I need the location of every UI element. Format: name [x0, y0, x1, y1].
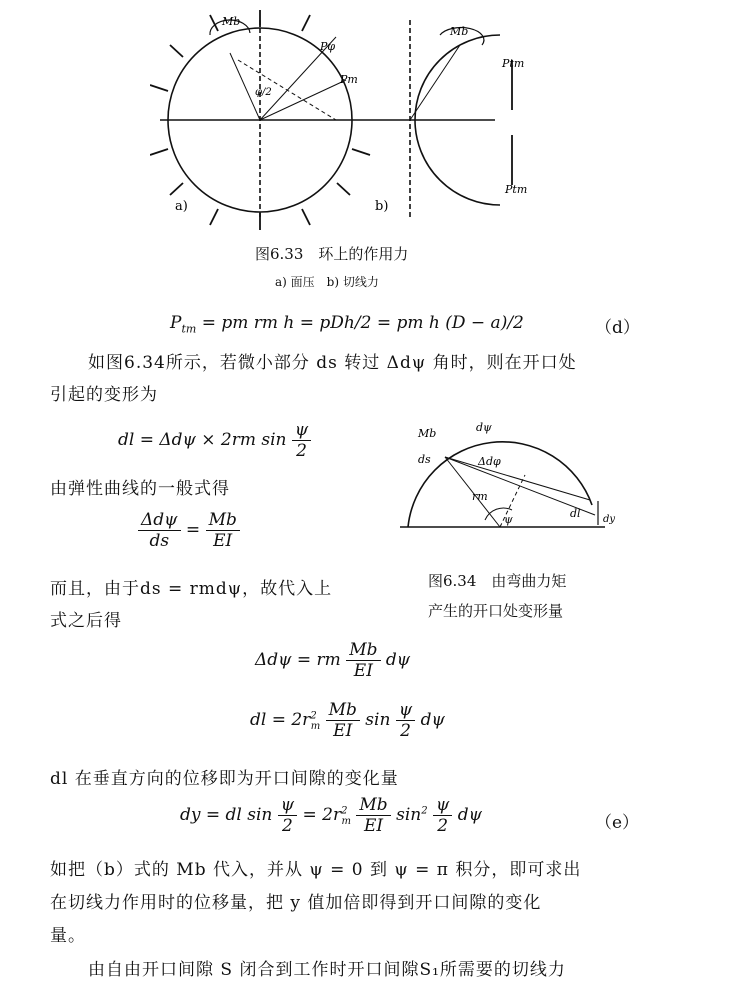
ring-b — [350, 20, 512, 220]
mb-a: Mb — [222, 15, 241, 28]
equation-ratio: $\frac{\text{Δdψ}}{ds}$ = $\frac{Mb}{EI}$ — [138, 510, 240, 551]
equation-dl-2: dl = $2r^2_m$ $\frac{Mb}{EI}$ sin $\frac{\psi}{2}$ dψ — [250, 700, 445, 741]
paragraph-3-line-1: 由自由开口间隙 S 闭合到工作时开口间隙S₁所需要的切线力 — [88, 960, 566, 980]
phi-half: φ/2 — [255, 87, 272, 98]
text-dl-vertical: dl 在垂直方向的位移即为开口间隙的变化量 — [50, 769, 399, 789]
figure-6-33-subcaption: a) 面压 b) 切线力 — [275, 275, 379, 289]
p-m: Pm — [340, 73, 358, 86]
p-tm-bottom: Ptm — [505, 183, 528, 196]
text-and-line-1: 而且，由于ds = rmdψ，故代入上 — [50, 579, 333, 599]
paragraph-2-line-2: 在切线力作用时的位移量，把 y 值加倍即得到开口间隙的变化 — [50, 893, 542, 913]
fig634-dl: dl — [570, 507, 581, 520]
figure-6-34 — [400, 415, 625, 540]
equation-e-number: （e） — [595, 813, 640, 833]
equation-d-number: （d） — [595, 318, 640, 338]
figure-6-34-caption-2: 产生的开口处变形量 — [428, 602, 564, 620]
equation-e: dy = dl sin $\frac{\psi}{2}$ = $2r^2_m$ $\frac{Mb}{EI}$ $\sin^2$ $\frac{\psi}{2}$ dψ — [180, 795, 482, 836]
fig634-ds: ds — [418, 453, 431, 466]
p-phi: Pφ — [320, 40, 336, 53]
text-general-formula: 由弹性曲线的一般式得 — [50, 479, 230, 499]
p-tm-top: Ptm — [502, 57, 525, 70]
label-b: b) — [375, 199, 389, 214]
equation-dl-1: dl = Δdψ × 2rm sin $\frac{\psi}{2}$ — [118, 420, 311, 461]
fig634-mb: Mb — [418, 427, 437, 440]
figure-6-33 — [150, 5, 570, 230]
fig634-dy: dy — [603, 514, 616, 525]
fig634-d-delta-phi: Δdφ — [478, 455, 501, 468]
equation-delta: Δdψ = rm $\frac{Mb}{EI}$ dψ — [255, 640, 411, 681]
equation-d: $P_{tm}$ = pm rm h = pDh/2 = pm h (D − a)/2 — [170, 313, 524, 336]
fig634-dpsi: dψ — [476, 421, 492, 434]
paragraph-1-line-2: 引起的变形为 — [50, 385, 158, 405]
mb-b: Mb — [450, 25, 469, 38]
fig634-rm: rm — [472, 490, 488, 503]
fig634-psi: ψ — [504, 513, 513, 526]
label-a: a) — [175, 199, 188, 214]
paragraph-2-line-3: 量。 — [50, 926, 86, 946]
figure-6-33-caption: 图6.33 环上的作用力 — [255, 245, 409, 263]
paragraph-2-line-1: 如把（b）式的 Mb 代入，并从 ψ = 0 到 ψ = π 积分，即可求出 — [50, 860, 582, 880]
figure-6-34-caption-1: 图6.34 由弯曲力矩 — [428, 572, 567, 590]
text-and-line-2: 式之后得 — [50, 611, 122, 631]
paragraph-1-line-1: 如图6.34所示，若微小部分 ds 转过 Δdψ 角时，则在开口处 — [88, 353, 577, 373]
